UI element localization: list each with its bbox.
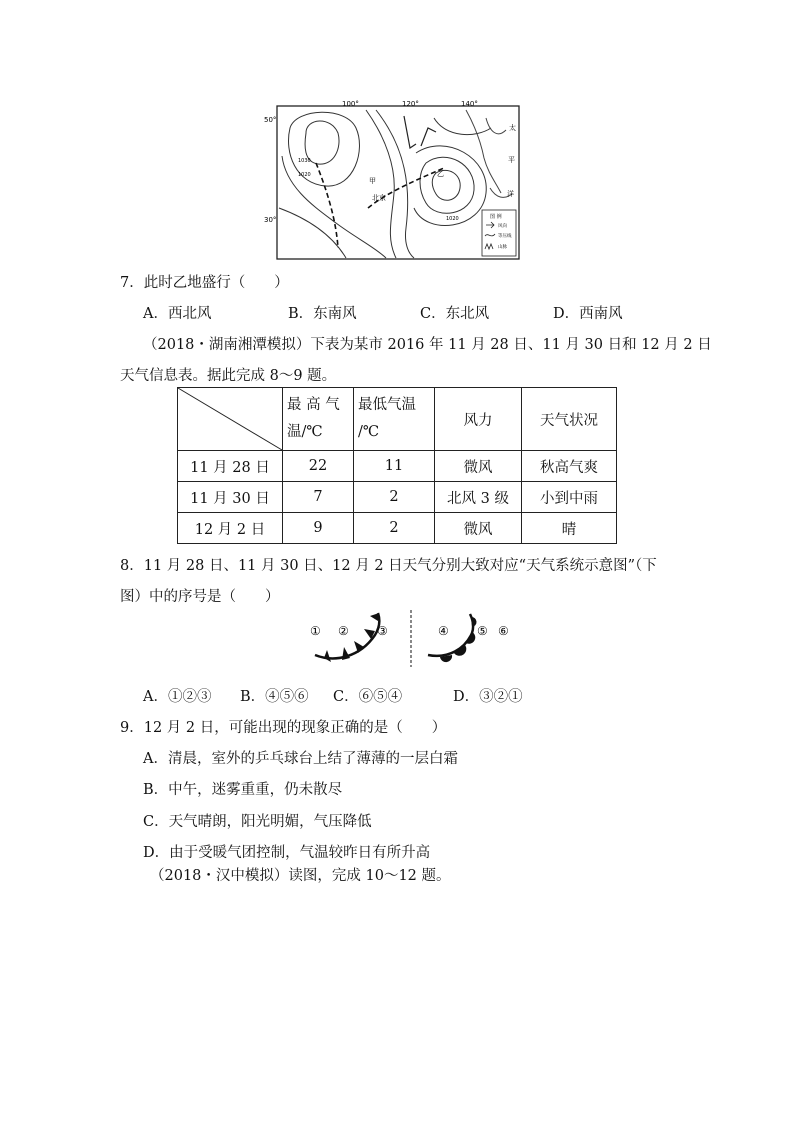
cell-high: 9 <box>283 513 354 544</box>
weather-system-figure <box>300 605 525 670</box>
cold-front-triangle <box>370 613 379 621</box>
fig-label-4: ④ <box>438 624 449 638</box>
cell-wind: 微风 <box>435 513 522 544</box>
cell-low: 2 <box>354 513 435 544</box>
q8-option-d: D．③②① <box>453 689 523 705</box>
table-corner-cell <box>178 388 283 451</box>
lat-label-50: 50° <box>264 116 277 124</box>
cell-low: 2 <box>354 482 435 513</box>
cell-high: 22 <box>283 451 354 482</box>
isobar-value: 1030 <box>298 158 311 164</box>
cell-weather: 晴 <box>522 513 617 544</box>
fig-label-5: ⑤ <box>477 624 488 638</box>
q7-option-c: C．东北风 <box>420 306 490 322</box>
question-8-line2: 图）中的序号是（ ） <box>120 589 280 605</box>
q7-option-a: A．西北风 <box>143 306 212 322</box>
header-low-temp: 最低气温 /℃ <box>354 388 435 451</box>
q7-option-b: B．东南风 <box>288 306 357 322</box>
warm-front-semicircle <box>471 617 477 627</box>
warm-front-line <box>428 614 473 656</box>
place-label-jia: 甲 <box>369 177 376 185</box>
fig-label-3: ③ <box>377 624 388 638</box>
place-label-beijing: 北京 <box>372 194 386 202</box>
legend-item-mountain: 山脉 <box>498 245 507 250</box>
table-row <box>178 451 617 482</box>
legend-title: 图 例 <box>490 214 502 220</box>
intro-8-9-line1: （2018・湖南湘潭模拟）下表为某市 2016 年 11 月 28 日、11 月 30 日和 12 月 2 日 <box>143 337 712 353</box>
lon-label-100: 100° <box>342 100 359 108</box>
table-row <box>178 513 617 544</box>
weather-info-table <box>177 387 617 544</box>
legend-item-wind: 风向 <box>498 224 507 229</box>
cell-weather: 秋高气爽 <box>522 451 617 482</box>
cold-front-triangle <box>342 647 350 660</box>
isobar-value: 1020 <box>298 172 311 178</box>
q9-option-d: D．由于受暖气团控制，气温较昨日有所升高 <box>143 845 431 861</box>
cold-front-triangle <box>354 641 364 653</box>
cell-date: 11 月 30 日 <box>178 482 283 513</box>
q9-option-a: A．清晨，室外的乒乓球台上结了薄薄的一层白霜 <box>143 751 458 767</box>
fig-label-6: ⑥ <box>498 624 509 638</box>
header-high-temp: 最 高 气 温/℃ <box>283 388 354 451</box>
fig-label-2: ② <box>338 624 349 638</box>
table-header-row <box>178 388 617 451</box>
question-8-line1: 8．11 月 28 日、11 月 30 日、12 月 2 日天气分别大致对应“天气系统示意图”（下 <box>120 558 657 574</box>
header-wind: 风力 <box>435 388 522 451</box>
isobar-value: 1020 <box>446 216 459 222</box>
cell-date: 11 月 28 日 <box>178 451 283 482</box>
cell-wind: 微风 <box>435 451 522 482</box>
lat-label-30: 30° <box>264 216 277 224</box>
q7-option-d: D．西南风 <box>553 306 623 322</box>
q8-option-a: A．①②③ <box>143 689 212 705</box>
q8-option-b: B．④⑤⑥ <box>240 689 309 705</box>
header-weather: 天气状况 <box>522 388 617 451</box>
place-label-tai: 太 <box>509 124 516 132</box>
cold-front-triangle <box>324 650 331 662</box>
weather-map-figure <box>264 98 520 260</box>
cell-weather: 小到中雨 <box>522 482 617 513</box>
place-label-ping: 平 <box>508 156 515 164</box>
question-7-stem: 7．此时乙地盛行（ ） <box>120 275 289 291</box>
q8-option-c: C．⑥⑤④ <box>333 689 403 705</box>
diagonal-line <box>178 388 282 450</box>
legend-item-isobar: 等压线 <box>498 234 512 239</box>
cell-low: 11 <box>354 451 435 482</box>
q9-option-b: B．中午，迷雾重重，仍未散尽 <box>143 782 343 798</box>
table-row <box>178 482 617 513</box>
cell-date: 12 月 2 日 <box>178 513 283 544</box>
place-label-yi: 乙 <box>437 170 444 178</box>
cell-wind: 北风 3 级 <box>435 482 522 513</box>
lon-label-120: 120° <box>402 100 419 108</box>
q9-option-c: C．天气晴朗，阳光明媚，气压降低 <box>143 814 372 830</box>
intro-8-9-line2: 天气信息表。据此完成 8～9 题。 <box>120 368 337 384</box>
lon-label-140: 140° <box>461 100 478 108</box>
intro-10-12: （2018・汉中模拟）读图，完成 10～12 题。 <box>150 868 451 884</box>
cell-high: 7 <box>283 482 354 513</box>
question-9-stem: 9．12 月 2 日，可能出现的现象正确的是（ ） <box>120 720 447 736</box>
place-label-yang: 洋 <box>507 190 514 198</box>
fig-label-1: ① <box>310 624 321 638</box>
